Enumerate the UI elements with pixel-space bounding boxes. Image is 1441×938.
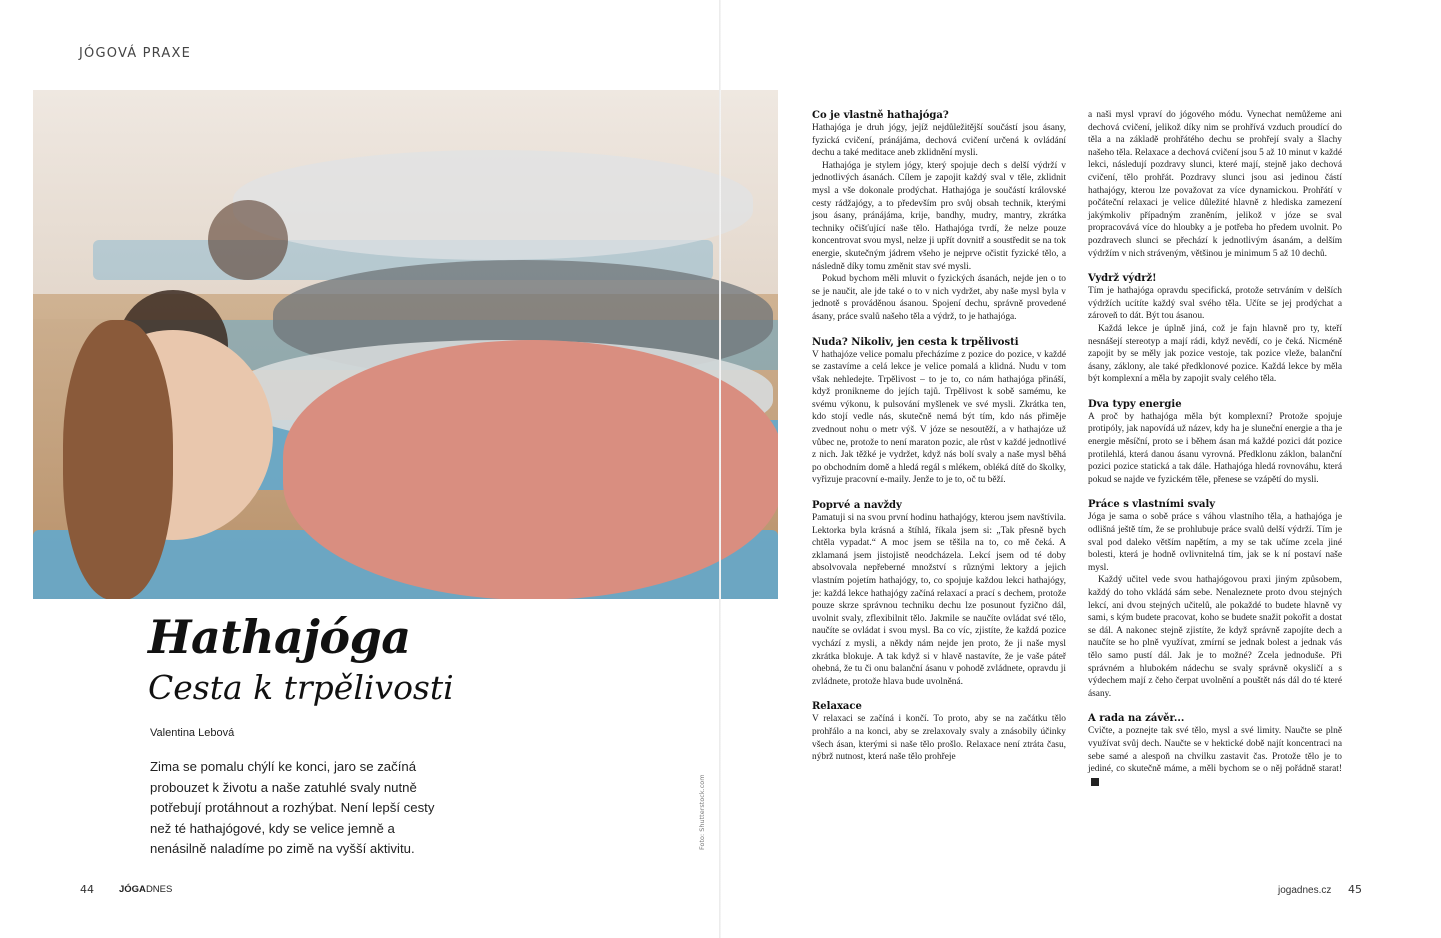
page-number-right: 45 (1348, 883, 1362, 896)
closing-text: Cvičte, a poznejte tak své tělo, mysl a své limity. Naučte se plně využívat svůj dech. Naučte se v hektické době najít koncentraci na sebe samé a alespoň na chvilku zastavit čas. Protože tělo je to jediné, co skutečně máme, a měli bychom se o něj pořádně starat! (1088, 726, 1342, 775)
yoga-relaxation-photo (33, 90, 778, 599)
paragraph: Pokud bychom měli mluvit o fyzických ásanách, nejde jen o to se je naučit, ale jde také o to v nich vydržet, aby naše mysl byla v jednotě s prováděnou ásanou. Spojení dechu, správně provedené ásany, práce svalů našeho těla a výdrž, to je hathajóga. (812, 274, 1066, 322)
subheading: Co je vlastně hathajóga? (812, 110, 949, 121)
paragraph: Hathajóga je stylem jógy, který spojuje dech s delší výdrží v jednotlivých ásanách. Cílem je zapojit každý sval v těle, zklidnit mysl a vše dokonale prodýchat. Hathajóga je součástí královské cesty rádžajógy, a to především pro svůj obsah technik, kterými jsou ásany, pránájáma, krije, bandhy, mudry, mantry, zkrátka techniky očišťující naše tělo. Hathajóga tvrdí, že nelze pouze koncentrovat svou mysl, nelze ji upřít dovnitř a soustředit se na tok energie, skutečným jádrem všeho je nejprve očistit fyzické tělo, a následně díky tomu změnit stav své mysli. (812, 160, 1066, 272)
paragraph: Pamatuji si na svou první hodinu hathajógy, kterou jsem navštívila. Lektorka byla krásná a štíhlá, říkala jsem si: „Tak přesně bych chtěla vypadat.“ A moc jsem se těšila na to, co mě čeká. A zklamaná jsem jistojistě neodcházela. Lekcí jsem od té doby absolvovala nepřeberné množství s různými lektory a jejich vlastním pojetím hathajógy, to, co spojuje každou lekci hathajógy, je: každá lekce hathajógy začíná relaxací a prací s dechem, protože pouze skrze správnou techniku dechu lze posunout fyzično dál, uvolnit svaly, zflexibilnit tělo. Jakmile se naučíte ovládat své tělo, naučíte se ovládat i svou mysl. Ba co víc, zjistíte, že každá pozice vychází z mysli, a někdy nám nejde jen proto, že ji naše mysl zkrátka blokuje. A tak když si v hlavě nastavíte, že je vaše páteř ohebná, že tu či onu balanční ásanu v pohodě zvládnete, opravdu ji zvládnete, protože hlava bude uvolněná. (812, 513, 1066, 687)
paragraph: Hathajóga je druh jógy, jejíž nejdůležitější součástí jsou ásany, fyzická cvičení, pránájáma, dechová cvičení určená k ovládání dechu a také meditace aneb zklidnění mysli. (812, 123, 1066, 159)
lead-paragraph: Zima se pomalu chýlí ke konci, jaro se začíná probouzet k životu a naše zatuhlé svaly nutně potřebují protáhnout a rozhýbat. Není lepší cesty než té hathajógové, kdy se velice jemně a nenásilně naladíme po zimě na vyšší aktivitu. (150, 759, 435, 856)
right-page (720, 0, 1441, 938)
subheading: Nuda? Nikoliv, jen cesta k trpělivosti (812, 336, 1019, 348)
end-mark-icon (1091, 778, 1099, 786)
photo-credit: Foto: Shutterstock.com (698, 774, 706, 850)
article-subtitle: Cesta k trpělivosti (148, 668, 454, 707)
magazine-logo-bold: JÓGA (119, 884, 146, 895)
subheading: Relaxace (812, 701, 862, 713)
paragraph: Každý učitel vede svou hathajógovou praxi jiným způsobem, každý do toho vkládá sám sebe. Nenaleznete proto dvou stejných lekcí, ani dvou stejných učitelů, ale pokaždé to budete hlavně vy sami, s kým budete pracovat, koho se budete snažit pokořit a dostat se dál. A nakonec stejně zjistíte, že když správně zapojíte dech a naučíte se ho plně využívat, zmírní se jednak bolest a jednak vás tělo samo pustí dál. Jak je to možné? Zcela jednoduše. Při správném a hlubokém nádechu se svaly správně okysličí a s výdechem mají z čeho čerpat uvolnění a pouštět nás dál do té které ásany. (1088, 575, 1342, 699)
text-column-1 (812, 109, 1066, 764)
page-number-left: 44 (80, 883, 94, 896)
paragraph: Tím je hathajóga opravdu specifická, protože setrváním v delších výdržích ucítíte každý sval svého těla. Učíte se jej prodýchat a zároveň to dát. Být tou ásanou. (1088, 286, 1342, 322)
magazine-logo-rest: DNES (145, 884, 173, 895)
text-column-2 (1088, 109, 1342, 788)
subheading: Vydrž výdrž! (1088, 273, 1157, 285)
paragraph (1088, 725, 1342, 788)
subheading: Poprvé a navždy (812, 500, 902, 512)
paragraph: Každá lekce je úplně jiná, což je fajn hlavně pro ty, kteří nesnášejí stereotyp a mají rádi, když nevědí, co je čeká. Nicméně zapojit by se měly jak pozice vestoje, tak pozice vleže, balanční ásany, záklony, ale také předklonové pozice. Každá lekce by měla být komplexní a měla by zapojit svaly celého těla. (1088, 323, 1342, 385)
website-url: jogadnes.cz (1278, 885, 1332, 896)
paragraph: A proč by hathajóga měla být komplexní? Protože spojuje protipóly, jak napovídá už název, kdy ha je sluneční energie a tha je energie měsíční, proto se i během ásan má každé pozici dát pozice protilehlá, která danou ásanu vyrovná. Předklonu záklon, balanční pozici pozice statická a tak dále. Hathajóga hledá rovnováhu, která pokud se najde ve fyzickém těle, přenese se vzápětí do mysli. (1088, 411, 1342, 485)
paragraph: V relaxaci se začíná i končí. To proto, aby se na začátku tělo prohřálo a na konci, aby se zrelaxovaly svaly a znásobily účinky všech ásan, kterými si naše tělo prošlo. Relaxace není ztráta času, nýbrž nutnost, která naše tělo prohřeje (812, 714, 1066, 763)
subheading: Práce s vlastními svaly (1088, 499, 1216, 511)
article-title: Hathajóga (148, 610, 411, 664)
magazine-logo (119, 884, 172, 895)
author: Valentina Lebová (150, 727, 235, 739)
paragraph: V hathajóze velice pomalu přecházíme z pozice do pozice, v každé se zastavíme a celá lekce je velice pomalá a klidná. Nudu v tom však nehledejte. Trpělivost – to je to, co nám hathajóga přináší, když proniknеme do jejích tajů. Trpělivost k sobě samému, ke svému výkonu, k pulsování myšlenek ve své mysli. Zkrátka ten, kdo stojí vedle nás, skutečně nemá být tím, kdo nás přiměje zvednout nohu o metr výš. V józe se nesoutěží, a v hathajóze už vůbec ne, protože to není maraton pozic, ale růst v každé jednotlivé z nich. Jak těžké je vydržet, když nás bolí svaly a naše mysl běhá po obchodním domě a hledá regál s mlékem, obléká dítě do školky, vyřizuje pracovní e-maily. Jenže to je to, oč tu běží. (812, 349, 1066, 486)
section-label: JÓGOVÁ PRAXE (79, 46, 191, 61)
subheading: A rada na závěr... (1088, 713, 1185, 725)
left-page (0, 0, 720, 938)
paragraph: Jóga je sama o sobě práce s váhou vlastního těla, a hathajóga je odlišná ještě tím, že se prohlubuje práce svalů delší výdrží. Tím je sval pod daleko větším napětím, a my se tak učíme zcela jiné bolesti, která je hodně ovlivnitelná tím, jak se k ní postaví naše mysl. (1088, 512, 1342, 573)
subheading: Dva typy energie (1088, 398, 1182, 410)
paragraph: a naši mysl vpraví do jógového módu. Vynechat nemůžeme ani dechová cvičení, jelikož díky nim se prohřívá vzduch proudící do těla a na základě prohřátého dechu se prohřejí svaly a šlachy našeho těla. Relaxace a dechová cvičení jsou 5 až 10 minut v každé lekci, následují pozdravy slunci, které mají, stejně jako dechová cvičení, tělo prohřát. Pozdravy slunci jsou asi jedinou částí hathajógy, kterou lze považovat za více dynamickou. Prohřátí v počáteční relaxaci je velice důležité hlavně z hlediska zamezení jakýmkoliv případným zraněním, jelikož v józe se sval propracovává více do hloubky a je potřeba ho předem uvolnit. Po pozdravech slunci se přechází k jednotlivým ásanám, a delším výdržím v nich stráveným, většinou je minimum 5 až 10 dechů. (1088, 110, 1342, 259)
